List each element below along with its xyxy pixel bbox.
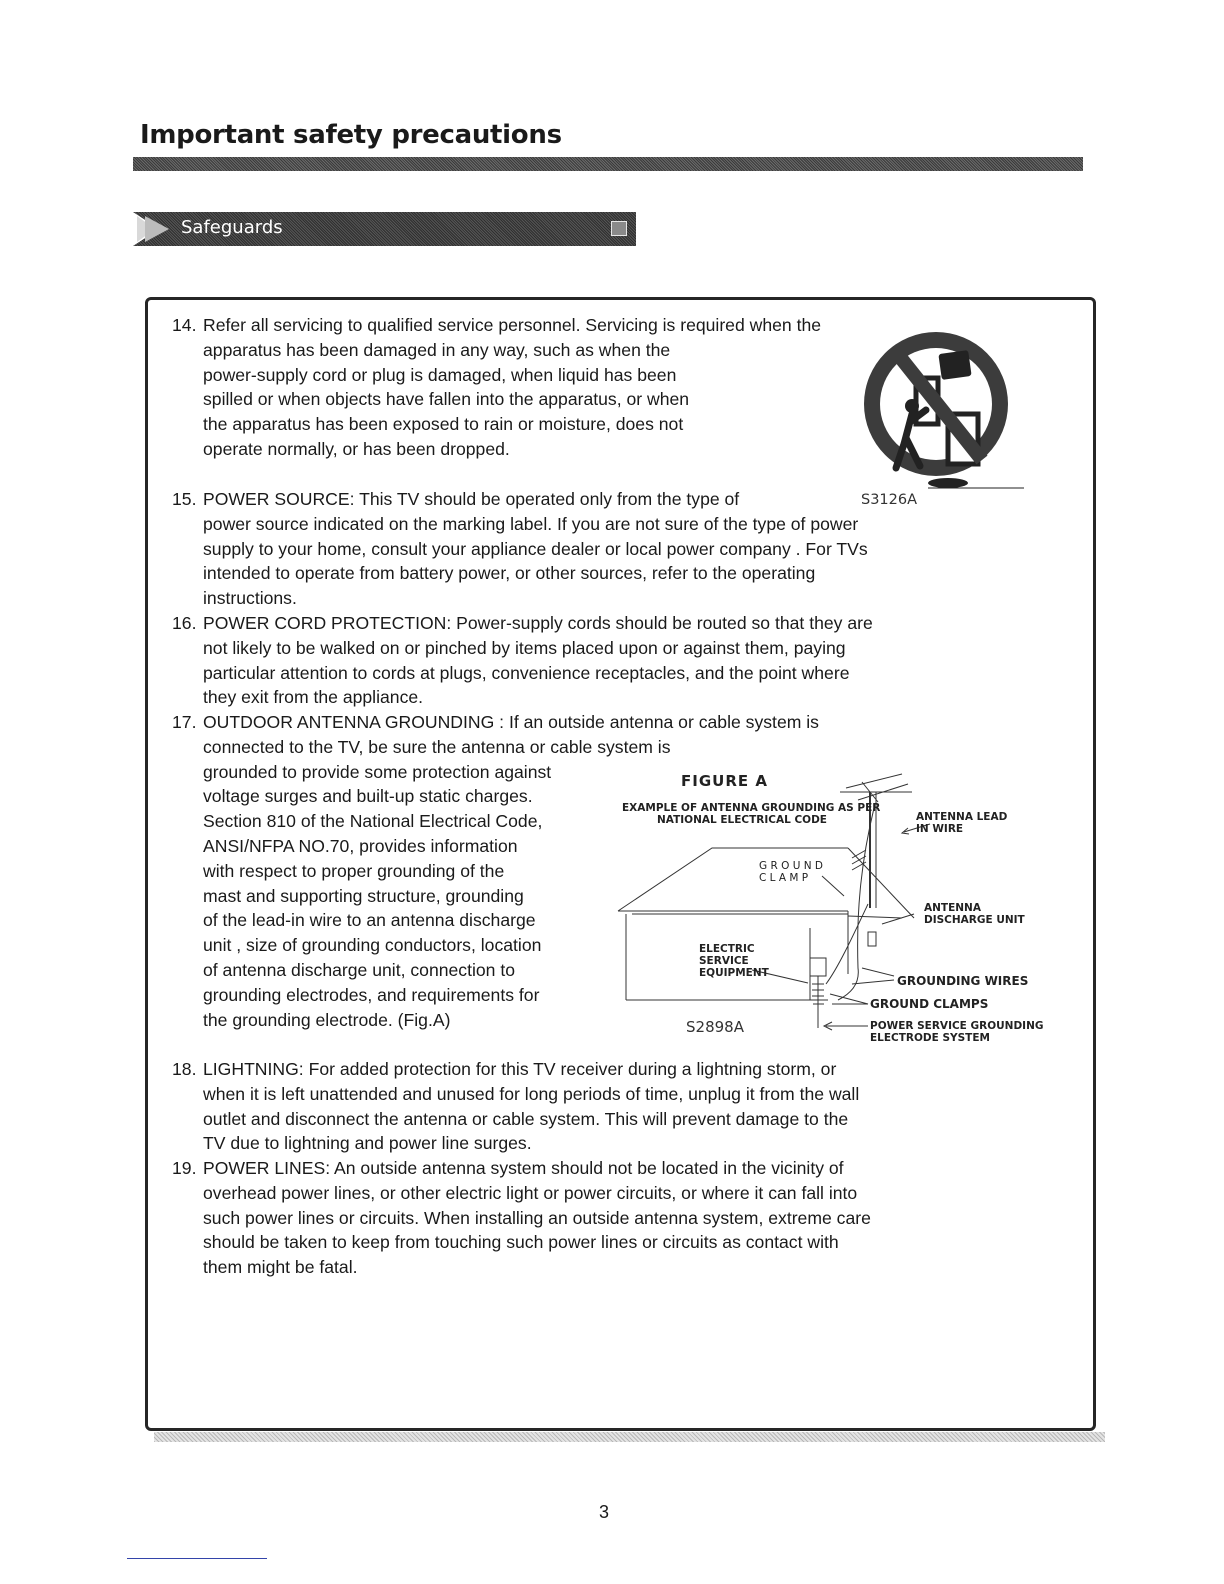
item-number: 17. xyxy=(172,712,197,732)
item-line: them might be fatal. xyxy=(203,1257,358,1278)
warning-image-code: S3126A xyxy=(861,492,918,508)
item-line: 19. POWER LINES: An outside antenna system should not be located in the vicinity of xyxy=(172,1156,871,1181)
item-line: voltage surges and built-up static charges. xyxy=(203,786,533,807)
item-line: the grounding electrode. (Fig.A) xyxy=(203,1009,451,1030)
item-line: unit , size of grounding conductors, location xyxy=(203,935,542,956)
chevron-right-icon xyxy=(133,212,175,246)
item-number: 15. xyxy=(172,489,197,509)
item-line: 18. LIGHTNING: For added protection for this TV receiver during a lightning storm, or xyxy=(172,1057,859,1082)
figure-code: S2898A xyxy=(686,1018,744,1036)
figure-title: FIGURE A xyxy=(681,772,768,790)
item-line: connected to the TV, be sure the antenna or cable system is xyxy=(203,736,671,757)
safety-item-18 xyxy=(172,1057,859,1156)
item-line: supply to your home, consult your appliance dealer or local power company . For TVs xyxy=(203,538,868,559)
item-line: intended to operate from battery power, or other sources, refer to the operating xyxy=(203,563,816,584)
item-line: of antenna discharge unit, connection to xyxy=(203,959,516,980)
item-line: power-supply cord or plug is damaged, when liquid has been xyxy=(203,364,677,385)
figure-subtitle: EXAMPLE OF ANTENNA GROUNDING AS PER NATIONAL ELECTRICAL CODE xyxy=(622,802,881,827)
item-line: power source indicated on the marking label. If you are not sure of the type of power xyxy=(203,513,859,534)
item-line: TV due to lightning and power line surges. xyxy=(203,1133,532,1154)
item-line: they exit from the appliance. xyxy=(203,687,424,708)
item-line: the apparatus has been exposed to rain or moisture, does not xyxy=(203,414,684,435)
safety-item-19 xyxy=(172,1156,871,1280)
power-service-grounding-label: POWER SERVICE GROUNDING ELECTRODE SYSTEM xyxy=(870,1020,1044,1045)
item-line: such power lines or circuits. When installing an outside antenna system, extreme care xyxy=(203,1207,871,1228)
grounding-wires-label: GROUNDING WIRES xyxy=(897,974,1029,988)
antenna-discharge-label: ANTENNA DISCHARGE UNIT xyxy=(924,902,1025,927)
item-line: grounded to provide some protection against xyxy=(203,761,552,782)
item-line: overhead power lines, or other electric light or power circuits, or where it can fall into xyxy=(203,1182,858,1203)
item-line: particular attention to cords at plugs, convenience receptacles, and the point where xyxy=(203,662,850,683)
figure-a-antenna-grounding xyxy=(612,768,1042,1058)
item-number: 14. xyxy=(172,315,197,335)
item-line: 14. Refer all servicing to qualified service personnel. Servicing is required when the xyxy=(172,313,821,338)
item-line: 16. POWER CORD PROTECTION: Power-supply cords should be routed so that they are xyxy=(172,611,873,636)
square-icon xyxy=(611,221,627,236)
electric-service-label: ELECTRIC SERVICE EQUIPMENT xyxy=(699,943,769,980)
item-line: ANSI/NFPA NO.70, provides information xyxy=(203,835,518,856)
item-line: instructions. xyxy=(203,588,297,609)
item-line: with respect to proper grounding of the xyxy=(203,860,505,881)
item-number: 16. xyxy=(172,613,197,633)
item-line: not likely to be walked on or pinched by items placed upon or against them, paying xyxy=(203,637,846,658)
item-number: 19. xyxy=(172,1158,197,1178)
item-number: 18. xyxy=(172,1059,197,1079)
item-line: operate normally, or has been dropped. xyxy=(203,438,510,459)
item-line: should be taken to keep from touching such power lines or circuits as contact with xyxy=(203,1232,839,1253)
item-line: Section 810 of the National Electrical Code, xyxy=(203,811,543,832)
footer-line xyxy=(127,1558,267,1559)
ground-clamp-label: G R O U N D C L A M P xyxy=(759,860,824,885)
ground-clamps-label: GROUND CLAMPS xyxy=(870,997,989,1011)
item-line: spilled or when objects have fallen into the apparatus, or when xyxy=(203,389,690,410)
item-line: 15. POWER SOURCE: This TV should be operated only from the type of xyxy=(172,487,868,512)
item-line: grounding electrodes, and requirements for xyxy=(203,984,540,1005)
item-line: of the lead-in wire to an antenna discharge xyxy=(203,910,536,931)
cart-tip-over-warning-icon xyxy=(856,318,1028,500)
antenna-lead-label: ANTENNA LEAD IN WIRE xyxy=(916,811,1008,836)
title-rule xyxy=(133,157,1083,171)
safety-item-16 xyxy=(172,611,873,710)
safety-item-14 xyxy=(172,313,821,462)
item-line: when it is left unattended and unused for long periods of time, unplug it from the wall xyxy=(203,1083,860,1104)
page-title: Important safety precautions xyxy=(140,120,562,150)
item-line: apparatus has been damaged in any way, such as when the xyxy=(203,339,671,360)
safety-item-15 xyxy=(172,487,868,611)
section-banner xyxy=(133,212,636,246)
item-line: outlet and disconnect the antenna or cable system. This will prevent damage to the xyxy=(203,1108,849,1129)
section-label: Safeguards xyxy=(181,217,283,238)
page-number: 3 xyxy=(599,1502,610,1522)
item-line: mast and supporting structure, grounding xyxy=(203,885,524,906)
item-line: 17. OUTDOOR ANTENNA GROUNDING : If an outside antenna or cable system is xyxy=(172,710,819,735)
